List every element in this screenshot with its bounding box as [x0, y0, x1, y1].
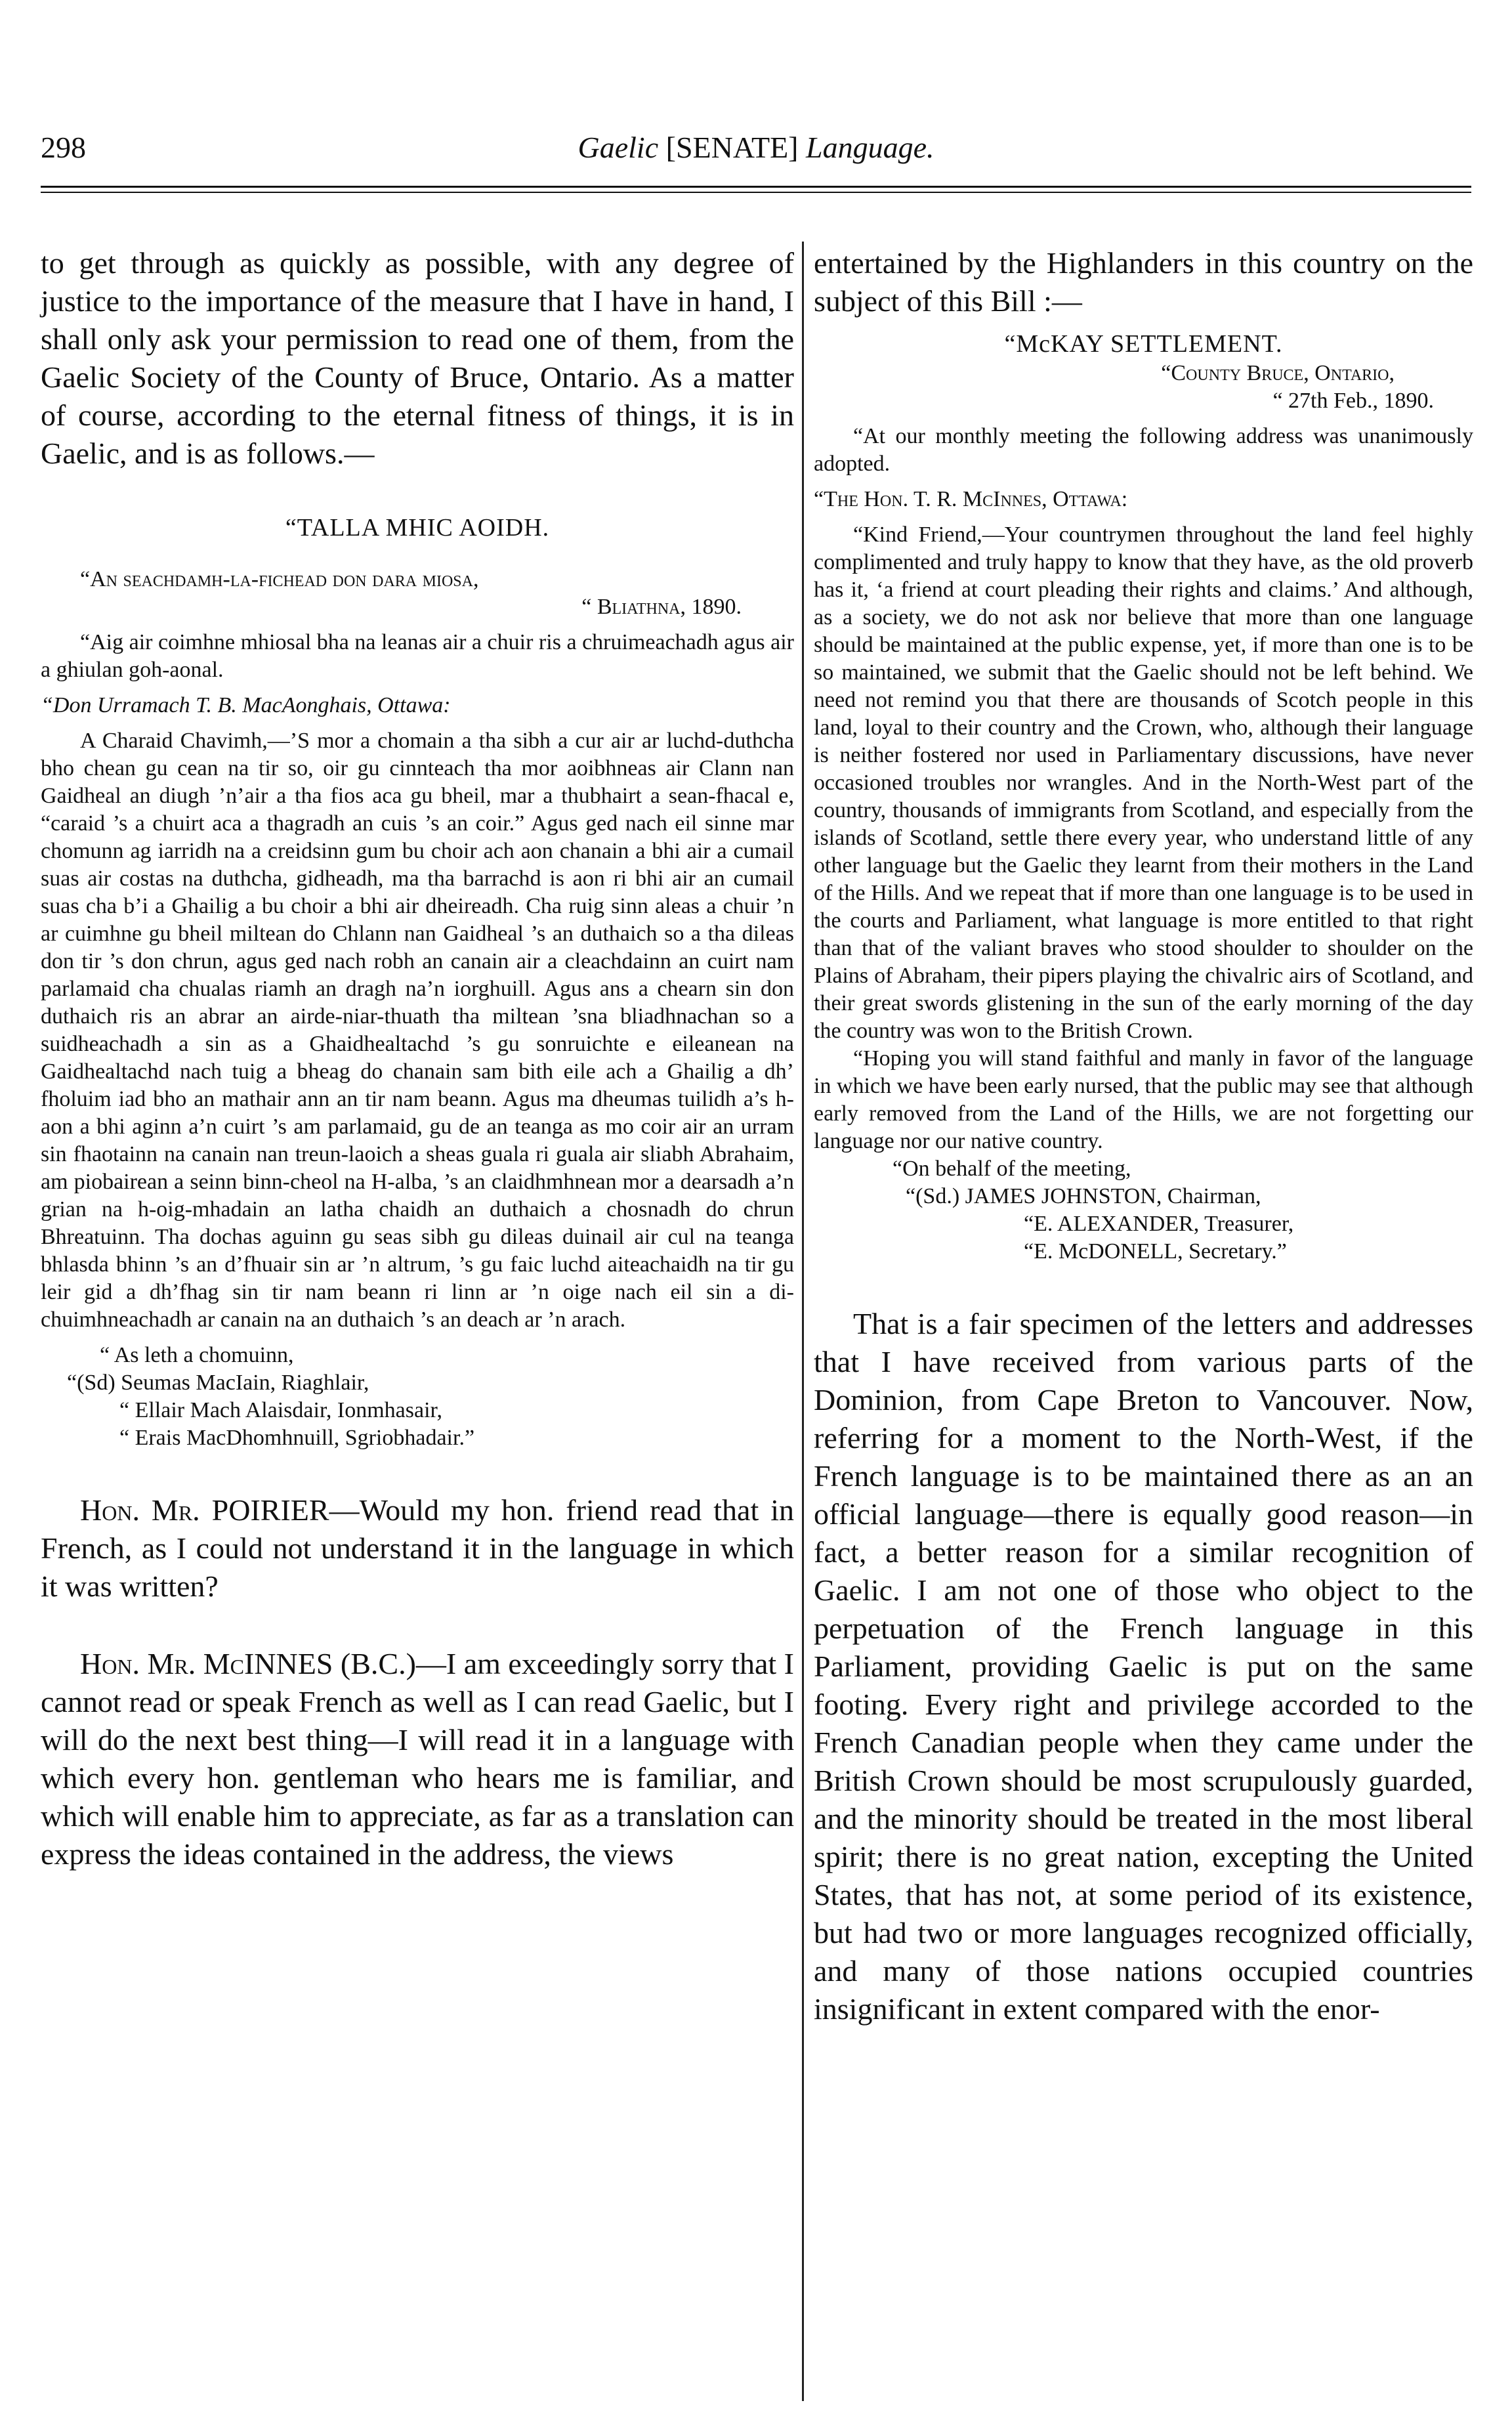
english-letter-body-2: “Hoping you will stand faithful and manly in favor of the language in which we have been early nursed, that the public may see that although early removed from the Land of the Hills, we are not forgetting our language nor our native country. — [814, 1046, 1473, 1153]
speech-paragraph: That is a fair specimen of the letters and addresses that I have received from various parts of the Dominion, from Cape Breton to Vancouver. Now, referring for a moment to the North-West, if the French language is to be maintained there as an an official language—there is equally good reason—in fact, a better reason for a similar recognition of Gaelic. I am not one of those who object to the perpetuation of the French language in this Parliament, providing Gaelic is put on the same footing. Every right and privilege accorded to the French Canadian people when they came under the British Crown should be most scrupulously guarded, and the minority should be treated in the most liberal spirit; there is no great nation, excepting the United States, that has not, at some period of its existence, but had two or more languages recognized officially, and many of those nations occupied countries insignificant in extent compared with the enor- — [814, 1307, 1473, 2026]
addressee-line: “The Hon. T. R. McInnes, Ottawa: — [814, 487, 1128, 511]
running-head-left: Gaelic — [578, 131, 659, 164]
poirier-speaker: Hon. Mr. POIRIER — [80, 1493, 329, 1527]
behalf-line: “On behalf of the meeting, — [892, 1157, 1131, 1181]
header-rule-thin — [41, 192, 1471, 193]
mcinnes-paragraph — [41, 1645, 794, 1873]
poirier-paragraph — [41, 1491, 794, 1606]
mcinnes-text: —I am exceedingly sorry that I cannot read or speak French as well as I can read Gaelic, but I will do the next best thing—I will read it in a language with which every hon. gentleman who hears me is familiar, and which will enable him to appreciate, as far as a translation can express the ideas contained in the address, the views — [41, 1647, 794, 1871]
running-head — [0, 130, 1512, 165]
settlement-place: “County Bruce, Ontario, — [1161, 361, 1395, 385]
english-signatures — [814, 1183, 1473, 1266]
running-head-middle: [SENATE] — [665, 131, 799, 164]
gaelic-meeting-line: “Aig air coimhne mhiosal bha na leanas air a chuir ris a chruimeachadh agus air a ghiulan goh-aonal. — [41, 630, 794, 682]
poirier-text: —Would my hon. friend read that in French, as I could not understand it in the language in which it was written? — [41, 1493, 794, 1603]
gaelic-signoff: “ As leth a chomuinn, — [100, 1343, 294, 1367]
intro-paragraph: to get through as quickly as possible, with any degree of justice to the importance of the measure that I have in hand, I shall only ask your permission to read one of them, from the Gaelic Society of the County of Bruce, Ontario. As a matter of course, according to the eternal fitness of things, it is in Gaelic, and is as follows.— — [41, 246, 794, 470]
gaelic-heading: “TALLA MHIC AOIDH. — [285, 514, 550, 542]
gaelic-letter-body: A Charaid Chavimh,—’S mor a chomain a tha sibh a cur air ar luchd-duthcha bho chean gu cean na tir so, oir gu cinnteach tha mor aoibhneas air Clann nan Gaidheal an diugh ’n’air a tha fios aca gu bheil, mar a thubhairt a sean-fhacal e, “caraid ’s a chuirt aca a thagradh an cuis ’s an coir.” Agus ged nach eil sinne mar chomunn ag iarridh na a creidsinn gum bu choir ach aon chanain a bhi air a cumail suas air costas na duthcha, gidheadh, ma tha barrachd is aon ri bhi air an cumail suas cha b’i a Ghailig a bu choir a bhi air dheireadh. Cha ruig sinn aleas a chuir ’n ar cuimhne gu bheil miltean do Chlann nan Gaidheal ’s an duthaich so a tha dileas don tir ’s don chrun, agus ged nach robh an canain air a cleachdainn an cuirt nam parlamaid cha chualas riamh an dragh na’n iorghuill. Agus ans a chearn sin don duthaich ris an abrar an airde-niar-thuath tha miltean ’sna bliadhnachan so a suidheachadh a sin as a Ghaidhealtachd ’s gu sonruichte e eileanean na Gaidhealtachd nach tuig a bheag do chanain sam bith eile ach a Ghailig a dh’ fholuim iad bho an mathair ann an tir nam beann. Agus ma dheumas tuilidh a’s h-aon a bhi aginn a’n cuirt ’s am parlamaid, gu de an teanga as mo coir air an urram sin fhaotainn na canain nan treun-laoich a sheas guala ri guala air sliabh Abrahaim, am piobairean a seinn binn-cheol na H-alba, ’s an claidhmhnean mor a dearsadh a’n grian na h-oig-mhadain an latha chaidh an duthaich a chosnadh do chrun Bhreatuinn. Tha dochas aguinn gu seas sibh gu dileas duinail air cul na teanga bhlasda bhinn ’s an d’fhuair sin ar ’n altrum, ’s gu faic luchd aiteachaidh na tir gu leir gid a dh’fhag sin tir nam beann ri linn ar ’n oige nach eil sin a di-chuimhneachadh ar canain na an duthaich ’s an deach ar ’n arach. — [41, 729, 794, 1332]
header-rule — [41, 186, 1471, 188]
english-signature-3: “E. McDONELL, Secretary.” — [1024, 1239, 1287, 1264]
settlement-heading: “McKAY SETTLEMENT. — [1004, 330, 1283, 358]
continued-paragraph: entertained by the Highlanders in this country on the subject of this Bill :— — [814, 246, 1473, 318]
english-signature-2: “E. ALEXANDER, Treasurer, — [1024, 1212, 1294, 1236]
gaelic-salutation: “Don Urramach T. B. MacAonghais, Ottawa: — [41, 693, 451, 717]
english-letter-body-1: “Kind Friend,—Your countrymen throughout the land feel highly complimented and truly happy to know that they have, as the old proverb has it, ‘a friend at court pleading their rights and claims.’ And although, as a society, we do not ask nor believe that more than one language should be maintained at the public expense, yet, if more than one is to be so maintained, we submit that the Gaelic should not be left behind. We need not remind you that there are thousands of Scotch people in this land, loyal to their country and the Crown, who, although their language is neither fostered nor used in Parliamentary discussions, have never occasioned troubles nor wrangles. And in the North-West part of the country, thousands of immigrants from Scotland, and especially from the islands of Scotland, settle there every year, who understand little of any other language but the Gaelic they learnt from their mothers in the Land of the Hills. And we repeat that if more than one language is to be used in the courts and Parliament, what language is more entitled to that right than that of the valiant braves who stood shoulder to shoulder on the Plains of Abraham, their pipers playing the chivalric airs of Scotland, and their great swords glistening in the sun of the early morning of the day the country was won to the British Crown. — [814, 522, 1473, 1043]
gaelic-date-line-2: “ Bliathna, 1890. — [581, 595, 742, 619]
meeting-line: “At our monthly meeting the following address was unanimously adopted. — [814, 424, 1473, 476]
page-number: 298 — [41, 131, 86, 164]
gaelic-signature-3: “ Erais MacDhomhnuill, Sgriobhadair.” — [119, 1426, 475, 1450]
mcinnes-speaker: Hon. Mr. McINNES (B.C.) — [80, 1647, 416, 1680]
english-signature-1: “(Sd.) JAMES JOHNSTON, Chairman, — [906, 1184, 1261, 1208]
gaelic-signature-1: “(Sd) Seumas MacIain, Riaghlair, — [67, 1371, 369, 1395]
left-column — [41, 244, 794, 1873]
right-column — [814, 244, 1473, 2028]
settlement-date: “ 27th Feb., 1890. — [1272, 389, 1434, 413]
gaelic-date-line-1: “An seachdamh-la-fichead don dara miosa, — [80, 567, 479, 591]
running-head-right: Language. — [805, 131, 934, 164]
gaelic-signature-2: “ Ellair Mach Alaisdair, Ionmhasair, — [119, 1398, 443, 1422]
column-divider — [802, 242, 804, 2401]
gaelic-signatures — [41, 1369, 794, 1452]
